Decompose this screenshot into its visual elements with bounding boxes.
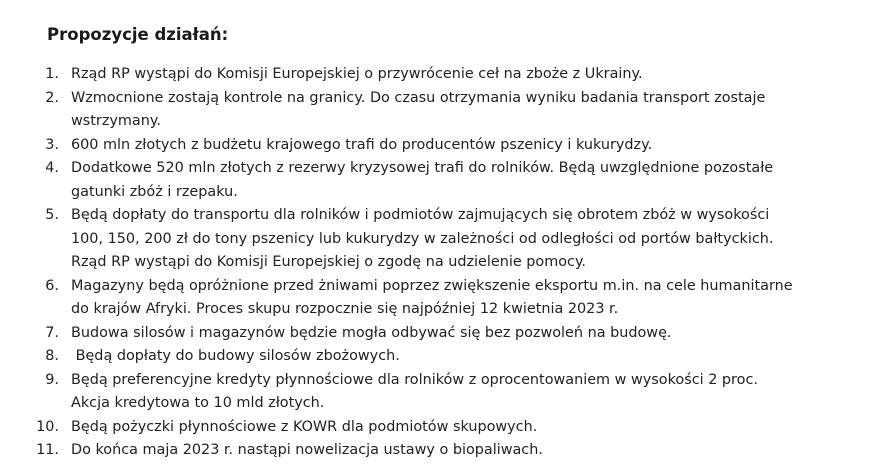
list-item	[0, 157, 860, 204]
list-item	[0, 439, 860, 463]
item-number: 3.	[45, 136, 59, 153]
item-number: 4.	[45, 160, 59, 176]
list-item	[0, 275, 860, 322]
item-text: Magazyny będą opróżnione przed żniwami poprzez zwiększenie eksportu m.in. na cele humanitarne do krajów Afryki. Proces skupu rozpocznie się najpóźniej 12 kwietnia 2023 r.	[71, 277, 793, 317]
item-text: Będą dopłaty do transportu dla rolników i podmiotów zajmujących się obrotem zbóż w wysokości 100, 150, 200 zł do tony pszenicy lub kukurydzy w zależności od odległości od portów bałtyckich. Rząd RP wystąpi do Komisji Europejskiej o zgodę na udzielenie pomocy.	[71, 207, 774, 270]
list-item	[0, 416, 860, 440]
item-number: 9.	[45, 371, 59, 388]
item-number: 7.	[45, 324, 59, 341]
list-item	[0, 369, 860, 416]
item-text: Będą pożyczki płynnościowe z KOWR dla podmiotów skupowych.	[71, 418, 538, 435]
item-text: Dodatkowe 520 mln złotych z rezerwy kryzysowej trafi do rolników. Będą uwzględnione pozostałe gatunki zbóż i rzepaku.	[71, 160, 774, 200]
list-item	[0, 87, 860, 134]
item-text: Budowa silosów i magazynów będzie mogła odbywać się bez pozwoleń na budowę.	[71, 324, 672, 341]
item-text: Będą dopłaty do budowy silosów zbożowych.	[71, 348, 400, 364]
item-number: 11.	[36, 442, 59, 458]
item-text: Wzmocnione zostają kontrole na granicy. Do czasu otrzymania wyniku badania transport zostaje wstrzymany.	[71, 89, 766, 129]
item-text: Rząd RP wystąpi do Komisji Europejskiej o przywrócenie ceł na zboże z Ukrainy.	[71, 66, 643, 82]
item-text: 600 mln złotych z budżetu krajowego trafi do producentów pszenicy i kukurydzy.	[71, 136, 653, 153]
list-item	[0, 204, 860, 275]
section-heading: Propozycje działań:	[47, 25, 229, 44]
item-number: 10.	[36, 418, 59, 435]
list-item	[0, 63, 860, 87]
item-number: 1.	[45, 66, 59, 82]
item-text: Do końca maja 2023 r. nastąpi nowelizacja ustawy o biopaliwach.	[71, 442, 543, 458]
item-text: Będą preferencyjne kredyty płynnościowe dla rolników z oprocentowaniem w wysokości 2 proc. Akcja kredytowa to 10 mld złotych.	[71, 371, 758, 411]
item-number: 8.	[45, 348, 59, 364]
item-number: 2.	[45, 89, 59, 106]
item-number: 5.	[45, 207, 59, 223]
item-number: 6.	[45, 277, 59, 294]
list-item	[0, 134, 860, 158]
list-item	[0, 345, 860, 369]
proposals-list	[0, 63, 860, 463]
list-item	[0, 322, 860, 346]
